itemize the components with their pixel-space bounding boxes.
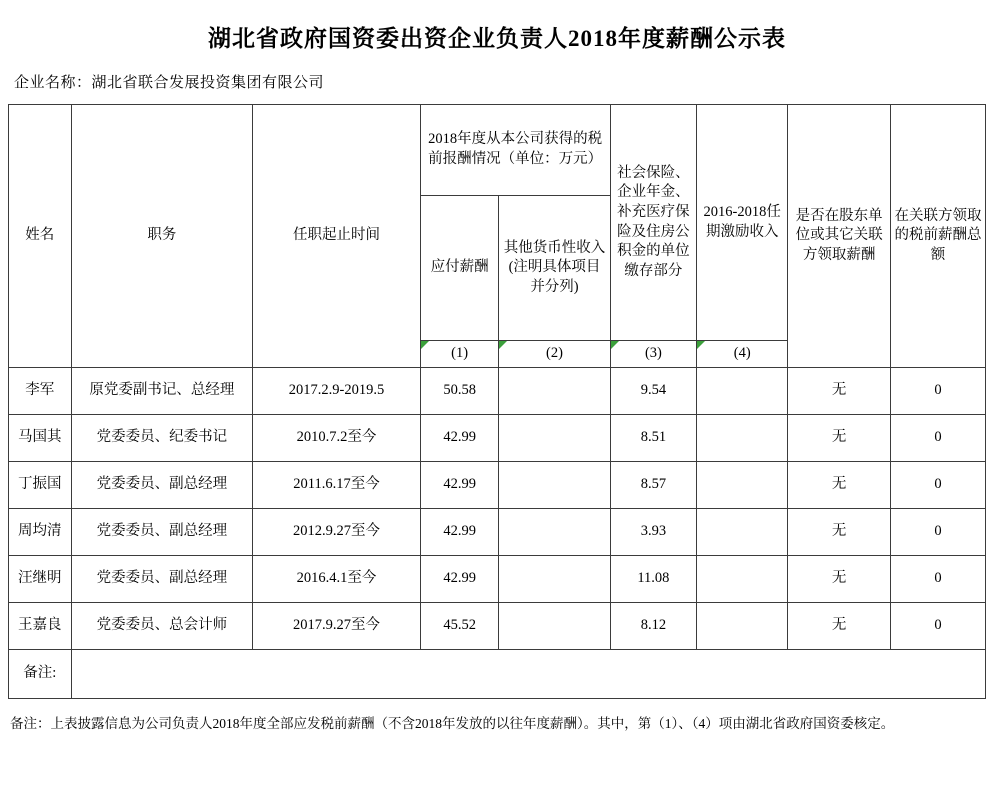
- cell-related-total: 0: [891, 462, 986, 509]
- col-number-2: (2): [499, 341, 610, 368]
- table-header-row-1: [9, 105, 986, 196]
- cell-other-money: [499, 415, 610, 462]
- cell-other-money: [499, 368, 610, 415]
- header-other-money: 其他货币性收入(注明具体项目并分列): [499, 196, 610, 341]
- cell-payable-salary: 45.52: [420, 603, 499, 650]
- header-from-shareholder: 是否在股东单位或其它关联方领取薪酬: [788, 105, 891, 368]
- cell-term: 2017.2.9-2019.5: [253, 368, 421, 415]
- header-related-total: 在关联方领取的税前薪酬总额: [891, 105, 986, 368]
- cell-name: 汪继明: [9, 556, 72, 603]
- cell-position: 原党委副书记、总经理: [71, 368, 253, 415]
- cell-position: 党委委员、总会计师: [71, 603, 253, 650]
- salary-table: [8, 104, 986, 699]
- cell-name: 周均清: [9, 509, 72, 556]
- cell-from-shareholder: 无: [788, 368, 891, 415]
- cell-position: 党委委员、副总经理: [71, 509, 253, 556]
- col-number-4: (4): [697, 341, 788, 368]
- cell-name: 马国其: [9, 415, 72, 462]
- cell-name: 丁振国: [9, 462, 72, 509]
- cell-term: 2011.6.17至今: [253, 462, 421, 509]
- cell-related-total: 0: [891, 368, 986, 415]
- cell-incentive: [697, 603, 788, 650]
- col-number-3: (3): [610, 341, 697, 368]
- footnote: 备注：上表披露信息为公司负责人2018年度全部应发税前薪酬（不含2018年发放的以往年度薪酬）。其中，第（1）、（4）项由湖北省政府国资委核定。: [10, 716, 895, 731]
- remark-row: [9, 650, 986, 699]
- cell-other-money: [499, 556, 610, 603]
- table-row: [9, 556, 986, 603]
- table-row: [9, 603, 986, 650]
- header-pretax-group: 2018年度从本公司获得的税前报酬情况（单位：万元）: [420, 105, 610, 196]
- cell-social-insurance: 8.51: [610, 415, 697, 462]
- cell-related-total: 0: [891, 415, 986, 462]
- cell-payable-salary: 42.99: [420, 509, 499, 556]
- page-title: 湖北省政府国资委出资企业负责人2018年度薪酬公示表: [208, 26, 786, 51]
- header-term: 任职起止时间: [253, 105, 421, 368]
- cell-from-shareholder: 无: [788, 509, 891, 556]
- table-row: [9, 415, 986, 462]
- cell-from-shareholder: 无: [788, 462, 891, 509]
- cell-payable-salary: 50.58: [420, 368, 499, 415]
- cell-payable-salary: 42.99: [420, 415, 499, 462]
- cell-position: 党委委员、纪委书记: [71, 415, 253, 462]
- cell-social-insurance: 9.54: [610, 368, 697, 415]
- cell-social-insurance: 3.93: [610, 509, 697, 556]
- cell-position: 党委委员、副总经理: [71, 556, 253, 603]
- cell-from-shareholder: 无: [788, 556, 891, 603]
- cell-from-shareholder: 无: [788, 415, 891, 462]
- cell-term: 2010.7.2至今: [253, 415, 421, 462]
- header-name: 姓名: [9, 105, 72, 368]
- remark-label: 备注:: [9, 650, 72, 699]
- cell-other-money: [499, 462, 610, 509]
- cell-position: 党委委员、副总经理: [71, 462, 253, 509]
- table-row: [9, 368, 986, 415]
- cell-related-total: 0: [891, 509, 986, 556]
- cell-payable-salary: 42.99: [420, 556, 499, 603]
- col-number-1: (1): [420, 341, 499, 368]
- cell-term: 2017.9.27至今: [253, 603, 421, 650]
- cell-incentive: [697, 415, 788, 462]
- cell-incentive: [697, 556, 788, 603]
- cell-incentive: [697, 462, 788, 509]
- cell-term: 2012.9.27至今: [253, 509, 421, 556]
- cell-other-money: [499, 603, 610, 650]
- cell-social-insurance: 8.12: [610, 603, 697, 650]
- cell-name: 李军: [9, 368, 72, 415]
- cell-payable-salary: 42.99: [420, 462, 499, 509]
- cell-related-total: 0: [891, 603, 986, 650]
- cell-term: 2016.4.1至今: [253, 556, 421, 603]
- cell-other-money: [499, 509, 610, 556]
- table-row: [9, 462, 986, 509]
- header-incentive: 2016-2018任期激励收入: [697, 105, 788, 341]
- cell-incentive: [697, 368, 788, 415]
- cell-social-insurance: 8.57: [610, 462, 697, 509]
- cell-related-total: 0: [891, 556, 986, 603]
- header-social-insurance: 社会保险、企业年金、补充医疗保险及住房公积金的单位缴存部分: [610, 105, 697, 341]
- cell-name: 王嘉良: [9, 603, 72, 650]
- header-position: 职务: [71, 105, 253, 368]
- cell-from-shareholder: 无: [788, 603, 891, 650]
- cell-social-insurance: 11.08: [610, 556, 697, 603]
- company-name-line: 企业名称：湖北省联合发展投资集团有限公司: [14, 75, 325, 91]
- table-row: [9, 509, 986, 556]
- remark-value: [71, 650, 985, 699]
- cell-incentive: [697, 509, 788, 556]
- header-payable-salary: 应付薪酬: [420, 196, 499, 341]
